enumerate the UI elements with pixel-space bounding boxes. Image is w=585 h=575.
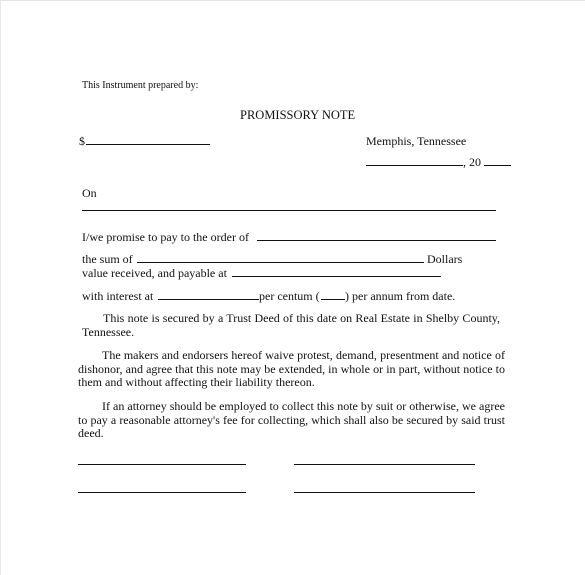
per-centum-label: per centum ( [259, 289, 320, 303]
payee-blank[interactable] [257, 240, 496, 241]
sum-blank[interactable] [137, 262, 424, 263]
paragraph-attorney-fee: If an attorney should be employed to collect this note by suit or otherwise, we agree to pay a reasonable attorney's fee for collecting, which shall also be secured by said trust deed. [78, 399, 505, 441]
rate-blank[interactable] [321, 299, 345, 300]
signature-line-3[interactable] [78, 492, 246, 493]
value-label: value received, and payable at [82, 266, 227, 280]
signature-line-1[interactable] [78, 464, 246, 465]
per-annum-label: ) per annum from date. [345, 289, 456, 303]
sum-label: the sum of [82, 252, 133, 266]
promise-label: I/we promise to pay to the order of [82, 230, 249, 244]
on-label: On [82, 186, 97, 200]
paragraph-trust-deed: This note is secured by a Trust Deed of this date on Real Estate in Shelby County, Tennessee. [82, 311, 500, 339]
prepared-by-label: This Instrument prepared by: [82, 80, 199, 91]
date-blank[interactable] [366, 165, 463, 166]
amount-blank[interactable] [86, 144, 210, 145]
document-title: PROMISSORY NOTE [240, 108, 356, 122]
interest-label: with interest at [82, 289, 154, 303]
payable-at-blank[interactable] [232, 276, 441, 277]
dollar-sign: $ [79, 134, 85, 148]
on-blank[interactable] [82, 210, 496, 211]
dollars-label: Dollars [427, 252, 463, 266]
city-label: Memphis, Tennessee [366, 134, 467, 148]
paragraph-waiver: The makers and endorsers hereof waive protest, demand, presentment and notice of dishonor, and agree that this note may be extended, in whole or in part, without notice to them and without affecting their liability thereon. [78, 348, 505, 390]
signature-line-2[interactable] [294, 464, 475, 465]
year-blank[interactable] [484, 165, 511, 166]
interest-blank[interactable] [158, 299, 259, 300]
signature-line-4[interactable] [294, 492, 475, 493]
year-prefix: , 20 [463, 155, 481, 169]
